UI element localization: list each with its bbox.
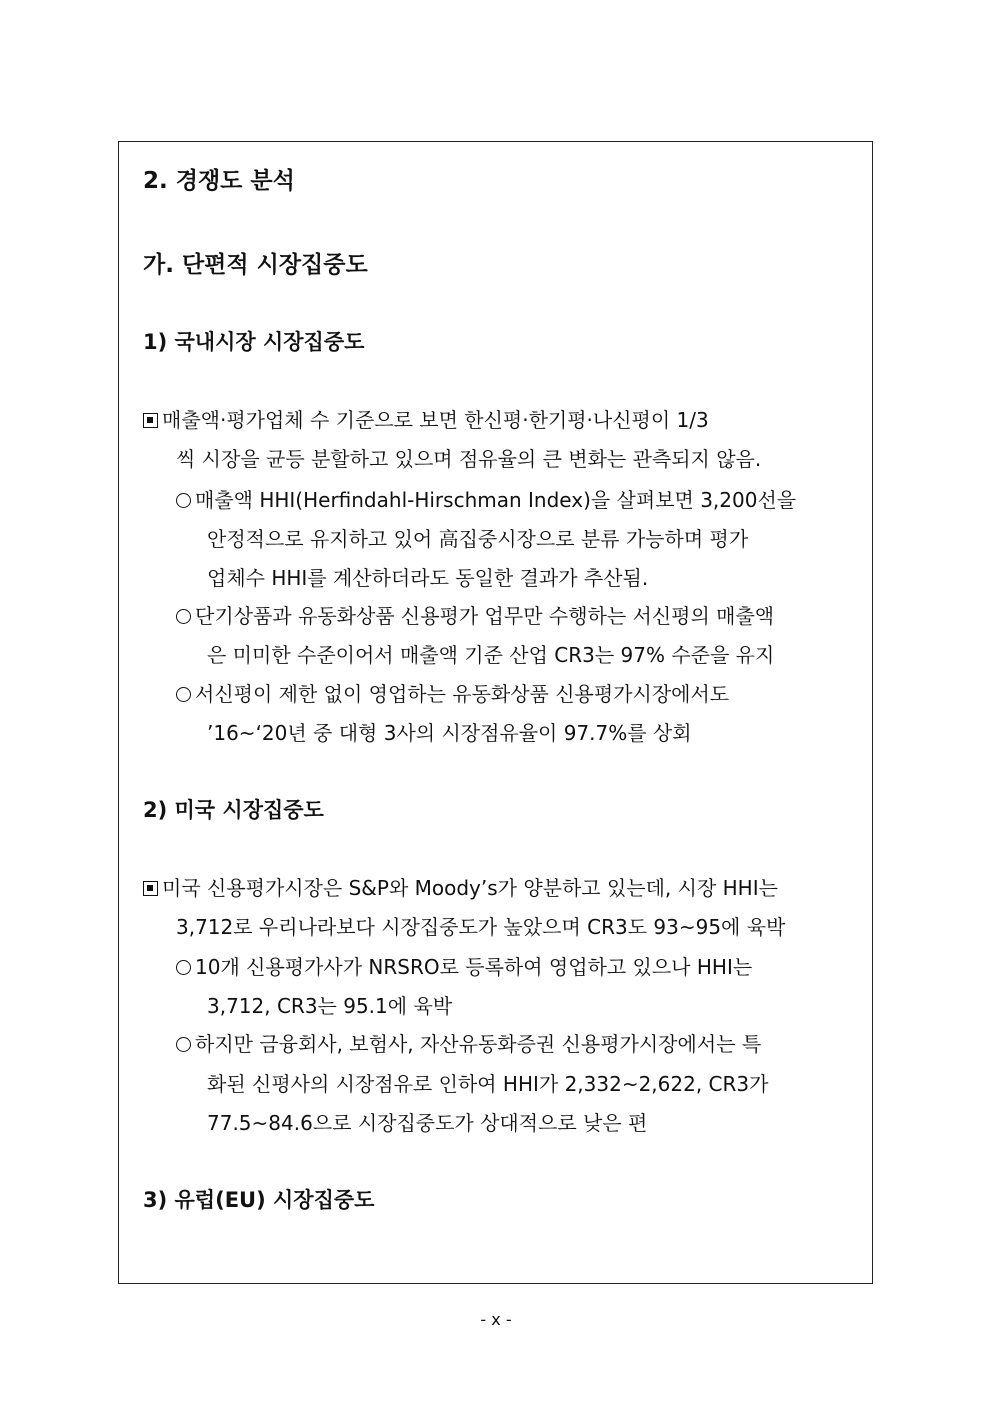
circle-bullet-icon — [176, 609, 191, 624]
domestic-main-line2: 씩 시장을 균등 분할하고 있으며 점유율의 큰 변화는 관측되지 않음. — [176, 447, 762, 471]
us-sub1 — [176, 951, 752, 980]
section-title: 2. 경쟁도 분석 — [143, 168, 295, 194]
domestic-main-line1: 매출액·평가업체 수 기준으로 보면 한신평·한기평·나신평이 1/3 — [162, 408, 709, 432]
circle-bullet-icon — [176, 960, 191, 975]
circle-bullet-icon — [176, 493, 191, 508]
us-sub2-line2: 화된 신평사의 시장점유로 인하여 HHI가 2,332~2,622, CR3가 — [207, 1072, 769, 1096]
filled-square-bullet-icon — [143, 413, 158, 428]
us-main-line2: 3,712로 우리나라보다 시장집중도가 높았으며 CR3도 93~95에 육박 — [176, 915, 786, 939]
domestic-heading: 1) 국내시장 시장집중도 — [143, 330, 365, 354]
circle-bullet-icon — [176, 687, 191, 702]
us-main-bullet — [143, 872, 778, 901]
us-heading: 2) 미국 시장집중도 — [143, 798, 324, 822]
domestic-sub1 — [176, 484, 796, 513]
page-number: - x - — [480, 1310, 512, 1329]
us-sub2-line3: 77.5~84.6으로 시장집중도가 상대적으로 낮은 편 — [207, 1111, 648, 1135]
domestic-main-bullet — [143, 404, 709, 433]
domestic-sub3-line2: ’16~‘20년 중 대형 3사의 시장점유율이 97.7%를 상회 — [207, 721, 692, 745]
domestic-sub3 — [176, 678, 729, 707]
us-sub1-line2: 3,712, CR3는 95.1에 육박 — [207, 994, 453, 1018]
us-sub2 — [176, 1028, 761, 1057]
domestic-sub2-line1: 단기상품과 유동화상품 신용평가 업무만 수행하는 서신평의 매출액 — [195, 604, 775, 628]
us-sub1-line1: 10개 신용평가사가 NRSRO로 등록하여 영업하고 있으나 HHI는 — [195, 955, 753, 979]
domestic-sub1-line3: 업체수 HHI를 계산하더라도 동일한 결과가 추산됨. — [207, 566, 649, 590]
domestic-sub2-line2: 은 미미한 수준이어서 매출액 기준 산업 CR3는 97% 수준을 유지 — [207, 643, 775, 667]
subsection-title: 가. 단편적 시장집중도 — [143, 252, 368, 278]
us-main-line1: 미국 신용평가시장은 S&P와 Moody’s가 양분하고 있는데, 시장 HHI는 — [162, 876, 778, 900]
domestic-sub3-line1: 서신평이 제한 없이 영업하는 유동화상품 신용평가시장에서도 — [195, 682, 730, 706]
domestic-sub2 — [176, 600, 774, 629]
filled-square-bullet-icon — [143, 881, 158, 896]
circle-bullet-icon — [176, 1037, 191, 1052]
domestic-sub1-line1: 매출액 HHI(Herfindahl-Hirschman Index)을 살펴보면 3,200선을 — [195, 488, 797, 512]
us-sub2-line1: 하지만 금융회사, 보험사, 자산유동화증권 신용평가시장에서는 특 — [195, 1032, 762, 1056]
domestic-sub1-line2: 안정적으로 유지하고 있어 高집중시장으로 분류 가능하며 평가 — [207, 527, 749, 551]
eu-heading: 3) 유럽(EU) 시장집중도 — [143, 1188, 375, 1212]
